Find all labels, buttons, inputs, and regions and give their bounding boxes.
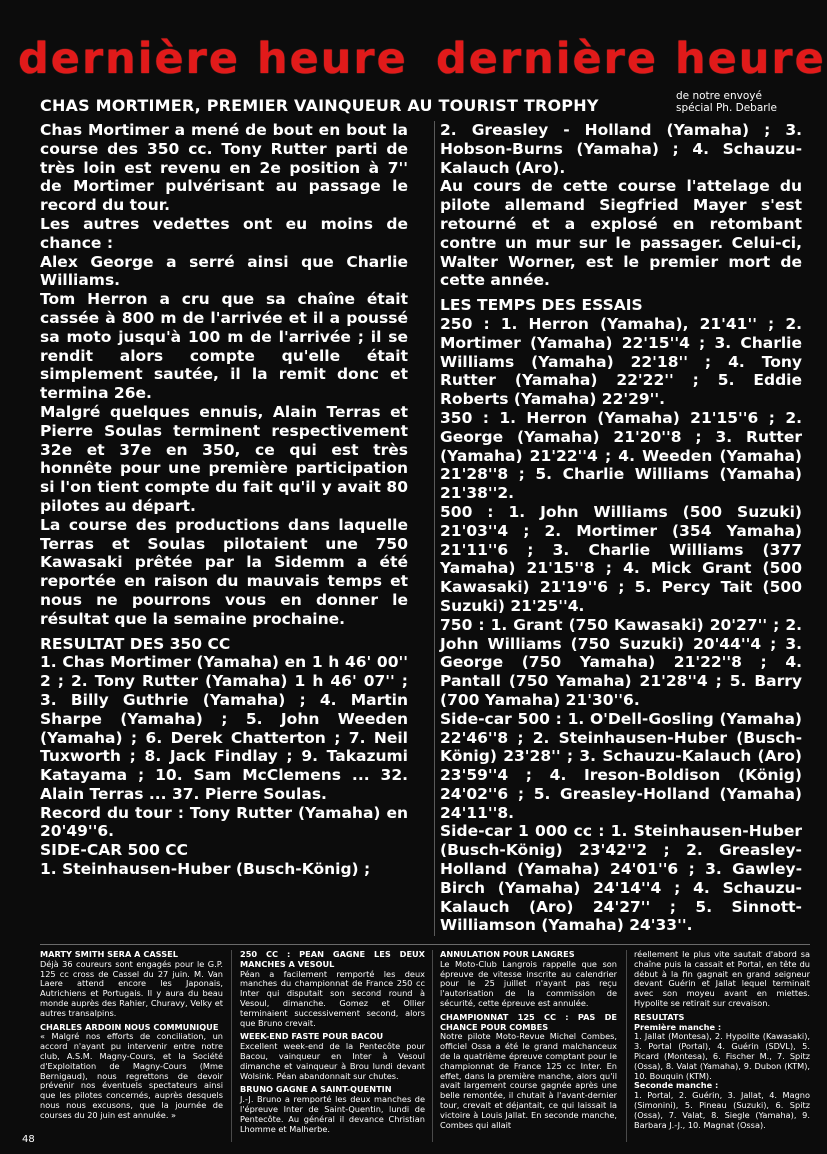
brief-title: BRUNO GAGNE A SAINT-QUENTIN — [240, 1084, 392, 1095]
brief-title: CHARLES ARDOIN NOUS COMMUNIQUE — [40, 1021, 219, 1032]
paragraph: Malgré quelques ennuis, Alain Terras et Pierre Soulas terminent respectivement 32e et 37e en 350, ce qui est très honnête pour une première participation si l'on tient compte du fait qu'il y avait 80 pilotes au départ. — [40, 402, 408, 515]
brief-text: J.-J. Bruno a remporté les deux manches de l'épreuve Inter de Saint-Quentin, lundi de Pentecôte. Au général il devance Christian Lhomme et Malherbe. — [240, 1094, 425, 1134]
brief-text: 1. Jallat (Montesa), 2. Hypolite (Kawasaki), 3. Portal (Portal), 4. Guérin (SDVL), 5. Picard (Montesa), 6. Fischer M., 7. Spitz (Ossa), 8. Valat (Yamaha), 9. Dubon (KTM), 10. Bouquin (KTM). — [634, 1031, 810, 1081]
paragraph: Alex George a serré ainsi que Charlie Williams. — [40, 252, 408, 290]
banner-title-left: dernière heure — [18, 34, 408, 84]
paragraph: 350 : 1. Herron (Yamaha) 21'15''6 ; 2. George (Yamaha) 21'20''8 ; 3. Rutter (Yamaha) 21'22''4 ; 4. Weeden (Yamaha) 21'28''8 ; 5. Charlie Williams (Yamaha) 21'38''2. — [440, 408, 802, 503]
banner — [0, 0, 827, 92]
paragraph: 750 : 1. Grant (750 Kawasaki) 20'27'' ; 2. John Williams (750 Suzuki) 20'44''4 ; 3. George (750 Yamaha) 21'22''8 ; 4. Pantall (750 Yamaha) 21'28''4 ; 5. Barry (700 Yamaha) 21'30''6. — [440, 615, 802, 709]
brief-text: Le Moto-Club Langrois rappelle que son épreuve de vitesse inscrite au calendrier pour le 25 juillet n'ayant pas reçu l'autorisation de la commission de sécurité, cette épreuve est annulée. — [440, 958, 617, 1008]
paragraph: Side-car 500 : 1. O'Dell-Gosling (Yamaha) 22'46''8 ; 2. Steinhausen-Huber (Busch-König) 23'28'' ; 3. Schauzu-Kalauch (Aro) 23'59''4 ; 4. Ireson-Boldison (König) 24'02''6 ; 5. Greasley-Holland (Yamaha) 24'11''8. — [440, 709, 802, 822]
brief-divider — [432, 950, 433, 1142]
paragraph: Side-car 1 000 cc : 1. Steinhausen-Huber (Busch-König) 23'42''2 ; 2. Greasley-Holland (Yamaha) 24'01''6 ; 3. Gawley-Birch (Yamaha) 24'14''4 ; 4. Schauzu-Kalauch (Aro) 24'27'' ; 5. Sinnott-Williamson (Yamaha) 24'33''. — [440, 822, 802, 935]
column-divider — [434, 121, 435, 936]
brief-column-2 — [240, 950, 425, 1134]
brief-column-3 — [440, 950, 617, 1130]
banner-title-right: dernière heure — [436, 34, 826, 84]
brief-text: Péan a facilement remporté les deux manches du championnat de France 250 cc Inter qui disputait son second round à Vesoul, dimanche. Gomez et Ollier terminaient successivement second, alors que Bruno crevait. — [240, 968, 425, 1028]
brief-subtitle: Première manche : — [634, 1021, 722, 1032]
brief-title: CHAMPIONNAT 125 CC : PAS DE CHANCE POUR COMBES — [440, 1011, 617, 1032]
brief-text: réellement le plus vite sautait d'abord sa chaîne puis la cassait et Portal, en tête du début à la fin gagnait en grand seigneur devant Guérin et Jallat lequel terminait avec son moyeu avant en miettes. Hypolite se retirait sur crevaison. — [634, 949, 810, 1008]
section-heading: RESULTAT DES 350 CC — [40, 634, 231, 653]
section-divider — [40, 944, 810, 945]
paragraph: Au cours de cette course l'attelage du pilote allemand Siegfried Mayer s'est retourné et a explosé en retombant contre un mur sur le passager. Celui-ci, Walter Worner, est le premier mort de cette année. — [440, 177, 802, 290]
brief-title: MARTY SMITH SERA A CASSEL — [40, 949, 178, 959]
brief-text: Notre pilote Moto-Revue Michel Combes, officiel Ossa a été le grand malchanceux de la quatrième épreuve comptant pour le championnat de France 125 cc Inter. En effet, dans la première manche, alors qu'il avait largement course gagnée après une belle remontée, il chutait à l'avant-dernier tour, crevait et déjantait, ce qui laissait la victoire à Louis Jallat. En seconde manche, Combes qui allait — [440, 1031, 617, 1130]
paragraph: 500 : 1. John Williams (500 Suzuki) 21'03''4 ; 2. Mortimer (354 Yamaha) 21'11''6 ; 3. Charlie Williams (377 Yamaha) 21'15''8 ; 4. Mick Grant (500 Kawasaki) 21'19''6 ; 5. Percy Tait (500 Suzuki) 21'25''4. — [440, 502, 802, 615]
paragraph: 1. Chas Mortimer (Yamaha) en 1 h 46' 00'' 2 ; 2. Tony Rutter (Yamaha) 1 h 46' 07'' ; 3. Billy Guthrie (Yamaha) ; 4. Martin Sharpe (Yamaha) ; 5. John Weeden (Yamaha) ; 6. Derek Chatterton ; 7. Neil Tuxworth ; 8. Jack Findlay ; 9. Takazumi Katayama ; 10. Sam McClemens ... 32. Alain Terras ... 37. Pierre Soulas. — [40, 653, 408, 803]
article-right-column — [440, 121, 802, 935]
brief-text: 1. Portal, 2. Guérin, 3. Jallat, 4. Magno (Simonini), 5. Pineau (Suzuki), 6. Spitz (Ossa), 7. Valat, 8. Siegle (Yamaha), 9. Barbara J.-J., 10. Magnat (Ossa). — [634, 1090, 810, 1130]
headline: CHAS MORTIMER, PREMIER VAINQUEUR AU TOURIST TROPHY — [40, 96, 599, 115]
paragraph: Chas Mortimer a mené de bout en bout la course des 350 cc. Tony Rutter parti de très loin est revenu en 2e position à 7'' de Mortimer pulvérisant au passage le record du tour. — [40, 121, 408, 215]
brief-title: RESULTATS — [634, 1011, 685, 1022]
brief-divider — [231, 950, 232, 1142]
paragraph: Record du tour : Tony Rutter (Yamaha) en 20'49''6. — [40, 803, 408, 841]
paragraph: 250 : 1. Herron (Yamaha), 21'41'' ; 2. Mortimer (Yamaha) 22'15''4 ; 3. Charlie Williams (Yamaha) 22'18'' ; 4. Tony Rutter (Yamaha) 22'22'' ; 5. Eddie Roberts (Yamaha) 22'29''. — [440, 314, 802, 409]
brief-column-4 — [634, 950, 810, 1130]
brief-subtitle: Seconde manche : — [634, 1080, 719, 1091]
article-left-column — [40, 121, 408, 879]
paragraph: Les autres vedettes ont eu moins de chance : — [40, 214, 408, 252]
paragraph: La course des productions dans laquelle Terras et Soulas pilotaient une 750 Kawasaki prêtée par la Sidemm a été reportée en raison du mauvais temps et nous ne pourrons vous en donner le résultat que la semaine prochaine. — [40, 515, 408, 628]
brief-column-1 — [40, 950, 223, 1121]
brief-divider — [626, 950, 627, 1142]
byline — [676, 90, 777, 114]
page-number: 48 — [22, 1134, 35, 1145]
brief-text: Excellent week-end de la Pentecôte pour Bacou, vainqueur en Inter à Vesoul dimanche et vainqueur à Brou lundi devant Wolsink. Péan abandonnait sur chutes. — [240, 1041, 425, 1081]
paragraph: 1. Steinhausen-Huber (Busch-König) ; — [40, 860, 371, 879]
brief-text: Déjà 36 coureurs sont engagés pour le G.P. 125 cc cross de Cassel du 27 juin. M. Van Laere attend encore les Japonais, Autrichiens et Portugais. Il y aura du beau monde auprès des Rahier, Churavy, Velky et autres transalpins. — [40, 958, 223, 1018]
paragraph: Tom Herron a cru que sa chaîne était cassée à 800 m de l'arrivée et il a poussé sa moto jusqu'à 100 m de l'arrivée ; il se rendit alors compte qu'elle était simplement sautée, il la remit donc et termina 26e. — [40, 290, 408, 403]
paragraph: 2. Greasley - Holland (Yamaha) ; 3. Hobson-Burns (Yamaha) ; 4. Schauzu-Kalauch (Aro). — [440, 121, 802, 177]
brief-title: WEEK-END FASTE POUR BACOU — [240, 1031, 384, 1042]
brief-title: ANNULATION POUR LANGRES — [440, 949, 575, 959]
section-heading: SIDE-CAR 500 CC — [40, 841, 189, 860]
byline-line-1: de notre envoyé — [676, 90, 762, 102]
brief-title: 250 CC : PEAN GAGNE LES DEUX MANCHES A VESOUL — [240, 949, 425, 969]
brief-text: « Malgré nos efforts de conciliation, un accord n'ayant pu intervenir entre notre club, A.S.M. Magny-Cours, et la Société d'Exploitation de Magny-Cours (Mme Bernigaud), nous regrettons de devoir prévenir nos éventuels spectateurs ainsi que les pilotes concernés, auprès desquels nous nous excusons, que la journée de courses du 20 juin est annulée. » — [40, 1031, 223, 1120]
section-heading: LES TEMPS DES ESSAIS — [440, 296, 643, 315]
byline-line-2: spécial Ph. Debarle — [676, 102, 777, 114]
